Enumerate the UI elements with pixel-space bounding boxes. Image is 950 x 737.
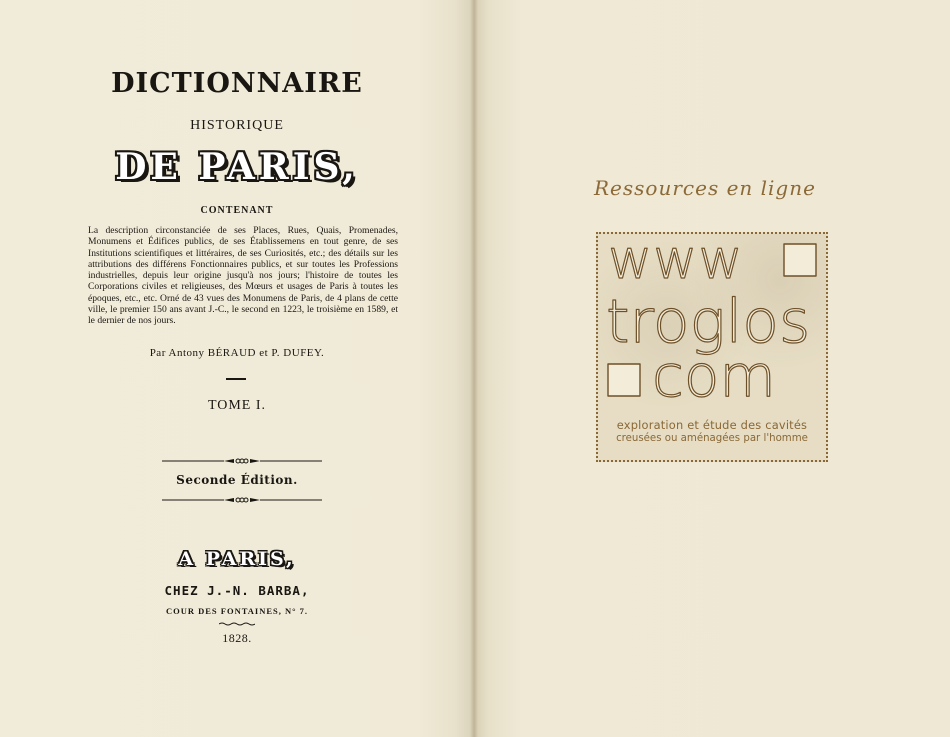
- edition-label: Seconde Édition.: [176, 473, 298, 487]
- logo-com: com: [652, 342, 776, 410]
- book-description: La description circonstanciée de ses Places, Rues, Quais, Promenades, Monumens et Édifices publics, de ses Établissemens en tout genre, de ses Institutions scientifiques et littéraires, de ses Curiosités, etc.; des détails sur les attributions des différens Fonctionnaires publics, et sur toutes les Professions industrielles, depuis leur origine jusqu'à nos jours; l'histoire de toutes les Corporations civiles et religieuses, des Mœurs et usages de Paris à toutes les époques, etc., etc. Orné de 43 vues des Monumens de Paris, de 4 plans de cette ville, le premier 150 ans avant J.-C., le second en 1223, le troisième en 1589, et le dernier de nos jours.: [88, 225, 398, 327]
- divider-rule: [226, 378, 246, 380]
- ornament-rule-top: [162, 456, 322, 466]
- book-title-large: DE PARIS,: [115, 146, 359, 188]
- book-title: DICTIONNAIRE: [111, 68, 363, 99]
- title-page: [0, 0, 474, 737]
- contenant-label: CONTENANT: [200, 205, 274, 216]
- book-gutter: [470, 0, 478, 737]
- logo-www: www: [608, 234, 744, 291]
- imprint-address: COUR DES FONTAINES, N° 7.: [165, 606, 309, 616]
- imprint-publisher: CHEZ J.-N. BARBA,: [164, 583, 310, 598]
- logo-tagline-1: exploration et étude des cavités: [616, 418, 808, 432]
- imprint-year: 1828.: [222, 631, 252, 645]
- tome-label: TOME I.: [207, 398, 267, 413]
- logo-dot-square-1: [784, 244, 816, 276]
- book-authors: Par Antony BÉRAUD et P. DUFEY.: [149, 347, 325, 359]
- logo-tagline-2: creusées ou aménagées par l'homme: [616, 433, 808, 444]
- ornament-rule-bottom: [162, 495, 322, 505]
- imprint-place: A PARIS,: [178, 548, 296, 570]
- logo-dot-square-2: [608, 364, 640, 396]
- book-subtitle: HISTORIQUE: [190, 118, 284, 133]
- logo-troglos: troglos: [606, 287, 811, 357]
- squiggle-ornament: [219, 622, 255, 626]
- troglos-logo[interactable]: [596, 232, 828, 462]
- online-resources-heading: Ressources en ligne: [594, 176, 816, 200]
